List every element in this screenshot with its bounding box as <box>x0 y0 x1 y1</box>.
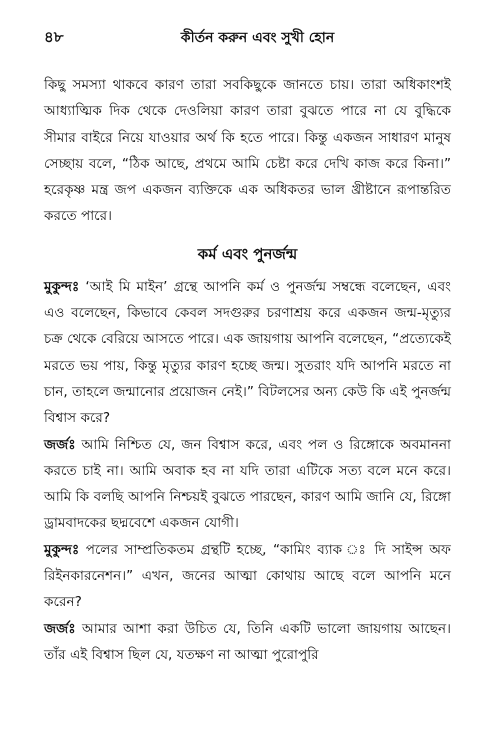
page-number: ৪৮ <box>44 28 64 46</box>
speaker-label: মুকুন্দঃ <box>44 541 80 558</box>
speaker-label: মুকুন্দঃ <box>44 278 80 295</box>
dialogue-text: আমার আশা করা উচিত যে, তিনি একটি ভালো জায়গায় আছেন। তাঁর এই বিশ্বাস ছিল যে, যতক্ষণ না আত্মা পুরোপুরি <box>44 620 451 663</box>
dialogue-text: পলের সাম্প্রতিকতম গ্রন্থটি হচ্ছে, “কামিং ব্যাক ঃ দি সাইন্স অফ রিইনকারনেশন।” এখন, জনের আত্মা কোথায় আছে বলে আপনি মনে করেন? <box>44 541 451 611</box>
dialogue-paragraph <box>44 432 451 537</box>
dialogue-text: ‘আই মি মাইন’ গ্রন্থে আপনি কর্ম ও পুনর্জন্ম সম্বন্ধে বলেছেন, এবং এও বলেছেন, কিভাবে কেবল সদগুরুর চরণাশ্রয় করে একজন জন্ম-মৃত্যুর চক্র থেকে বেরিয়ে আসতে পারে। এক জায়গায় আপনি বলেছেন, “প্রত্যেকেই মরতে ভয় পায়, কিন্তু মৃত্যুর কারণ হচ্ছে জন্ম। সুতরাং যদি আপনি মরতে না চান, তাহলে জন্মানোর প্রয়োজন নেই।” বিটলসের অন্য কেউ কি এই পুনর্জন্ম বিশ্বাস করে? <box>44 278 451 427</box>
speaker-label: জর্জঃ <box>44 436 76 453</box>
dialogue-paragraph <box>44 616 451 669</box>
intro-paragraph: কিছু সমস্যা থাকবে কারণ তারা সবকিছুকে জানতে চায়। তারা অধিকাংশই আধ্যাত্মিক দিক থেকে দেওলিয়া কারণ তারা বুঝতে পারে না যে বুদ্ধিকে সীমার বাইরে নিয়ে যাওয়ার অর্থ কি হতে পারে। কিন্তু একজন সাধারণ মানুষ সেচ্ছায় বলে, “ঠিক আছে, প্রথমে আমি চেষ্টা করে দেখি কাজ করে কিনা।” হরেকৃষ্ণ মন্ত্র জপ একজন ব্যক্তিকে এক অধিকতর ভাল খ্রীষ্টানে রূপান্তরিত করতে পারে। <box>44 77 451 225</box>
speaker-label: জর্জঃ <box>44 620 76 637</box>
page-header <box>44 26 451 52</box>
dialogue-paragraph <box>44 537 451 616</box>
section-heading: কর্ম এবং পুনর্জন্ম <box>197 244 298 263</box>
dialogue-text: আমি নিশ্চিত যে, জন বিশ্বাস করে, এবং পল ও রিঙ্গোকে অবমাননা করতে চাই না। আমি অবাক হব না যদি তারা এটিকে সত্য বলে মনে করে। আমি কি বলছি আপনি নিশ্চয়ই বুঝতে পারছেন, কারণ আমি জানি যে, রিঙ্গো ড্রামবাদকের ছদ্মবেশে একজন যোগী। <box>44 436 452 532</box>
dialogue-paragraph <box>44 274 451 432</box>
running-title: কীর্তন করুন এবং সুখী হোন <box>180 30 335 46</box>
